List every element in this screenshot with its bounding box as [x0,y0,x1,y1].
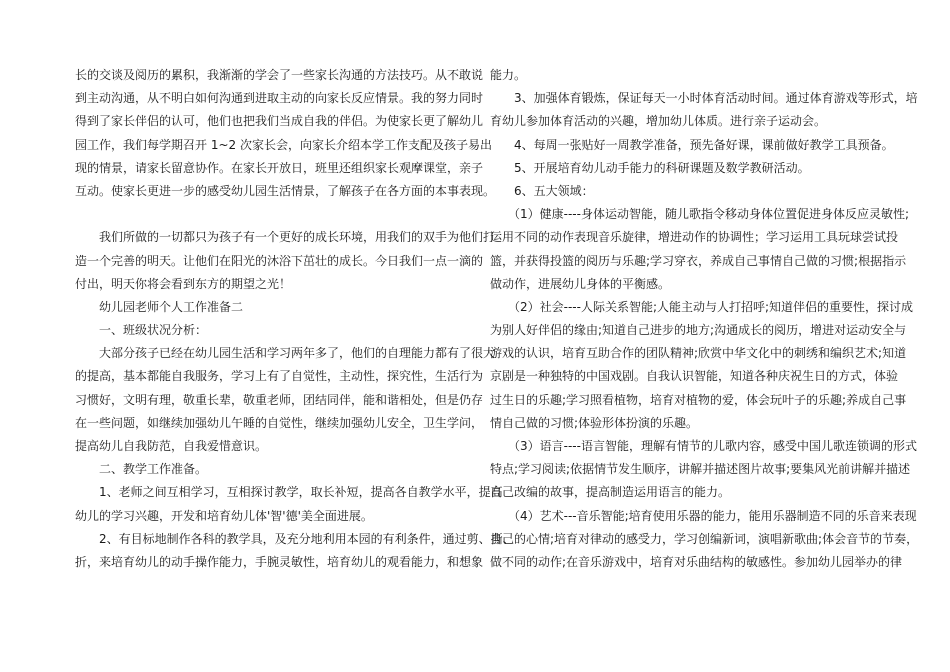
text-line: 到主动沟通，从不明白如何沟通到进取主动的向家长反应情景。我的努力同时 [75,91,484,106]
text-line: 自己的心情;培育对律动的感受力，学习创编新词，演唱新歌曲;体会音节的节奏， [490,531,919,546]
text-line: 2、有目标地制作各科的教学具，及充分地利用本园的有利条件，通过剪、撕、 [75,531,515,546]
text-line: （2）社会----人际关系智能;人能主动与人打招呼;知道伴侣的重要性，探讨成 [490,299,914,314]
text-line: 二、教学工作准备。 [75,462,208,477]
text-line: 大部分孩子已经在幼儿园生活和学习两年多了，他们的自理能力都有了很大 [75,346,496,361]
text-line: （3）语言----语言智能，理解有情节的儿歌内容，感受中国儿歌连锁调的形式 [490,439,917,453]
text-line: 4、每周一张贴好一周教学准备，预先备好课，课前做好教学工具预备。 [490,137,894,152]
text-line: 一、班级状况分析： [75,323,208,338]
text-line: 现的情景，请家长留意协作。在家长开放日，班里还组织家长观摩课堂，亲子 [75,160,484,175]
text-line: 在一些问题，如继续加强幼儿午睡的自觉性，继续加强幼儿安全，卫生学问， [75,415,484,430]
text-line: 游戏的认识，培育互助合作的团队精神;欣赏中华文化中的刺绣和编织艺术;知道 [490,346,907,361]
text-line: 的提高，基本都能自我服务，学习上有了自觉性，主动性，探究性，生活行为 [75,369,484,384]
text-line: 折，来培育幼儿的动手操作能力，手腕灵敏性，培育幼儿的观看能力，和想象 [75,554,484,569]
text-line: 做动作，进展幼儿身体的平衡感。 [490,276,671,291]
right-column [490,64,919,574]
paragraph-gap [75,203,470,226]
text-line: 为别人好伴侣的缘由;知道自己进步的地方;沟通成长的阅历，增进对运动安全与 [490,323,907,338]
text-line: 1、老师之间互相学习，互相探讨教学，取长补短，提高各自教学水平，提高 [75,485,503,500]
text-line: 做不同的动作;在音乐游戏中，培育对乐曲结构的敏感性。参加幼儿园举办的律 [490,554,903,569]
text-line: 运用不同的动作表现音乐旋律，增进动作的协调性；学习运用工具玩球尝试投 [490,230,899,245]
text-line: 得到了家长伴侣的认可，他们也把我们当成自我的伴侣。为使家长更了解幼儿 [75,114,484,129]
text-line: 提高幼儿自我防范，自我爱惜意识。 [75,439,268,453]
text-line: 育幼儿参加体育活动的兴趣，增加幼儿体质。进行亲子运动会。 [490,114,827,129]
text-line: 京剧是一种独特的中国戏剧。自我认识智能，知道各种庆祝生日的方式，体验 [490,369,899,384]
text-line: （1）健康----身体运动智能，随儿歌指令移动身体位置促进身体反应灵敏性; [490,207,910,222]
text-line: 习惯好，文明有理，敬重长辈，敬重老师，团结同伴，能和谐相处，但是仍存 [75,392,484,407]
text-line: 情自己做的习惯;体验形体扮演的乐趣。 [490,415,699,430]
text-line: 造一个完善的明天。让他们在阳光的沐浴下茁壮的成长。今日我们一点一滴的 [75,253,484,268]
text-line: 互动。使家长更进一步的感受幼儿园生活情景，了解孩子在各方面的本事表现。 [75,183,496,198]
text-line: 幼儿园老师个人工作准备二 [75,299,244,314]
text-line: 长的交谈及阅历的累积，我渐渐的学会了一些家长沟通的方法技巧。从不敢说 [75,68,484,82]
left-column [75,64,515,574]
text-line: 5、开展培育幼儿动手能力的科研课题及数学教研活动。 [490,160,810,175]
text-line: 自己改编的故事，提高制造运用语言的能力。 [490,485,731,500]
text-line: 过生日的乐趣;学习照看植物，培育对植物的爱，体会玩叶子的乐趣;养成自己事 [490,392,907,407]
text-line: （4）艺术---音乐智能;培育使用乐器的能力，能用乐器制造不同的乐音来表现 [490,508,917,523]
text-line: 能力。 [490,68,527,82]
text-line: 园工作，我们每学期召开 1~2 次家长会，向家长介绍本学工作支配及孩子易出 [75,137,492,152]
text-line: 3、加强体育锻炼，保证每天一小时体育活动时间。通过体育游戏等形式，培 [490,91,918,106]
text-line: 特点;学习阅读;依据情节发生顺序，讲解并描述图片故事;要集风光前讲解并描述 [490,462,911,477]
text-line: 幼儿的学习兴趣，开发和培育幼儿体'智'德'美全面进展。 [75,508,373,523]
text-line: 我们所做的一切都只为孩子有一个更好的成长环境，用我们的双手为他们打 [75,230,496,245]
text-line: 付出，明天你将会看到东方的期望之光！ [75,276,292,291]
text-line: 6、五大领域： [490,183,594,198]
text-line: 篮，并获得投篮的阅历与乐趣;学习穿衣，养成自己事情自己做的习惯;根据指示 [490,253,907,268]
